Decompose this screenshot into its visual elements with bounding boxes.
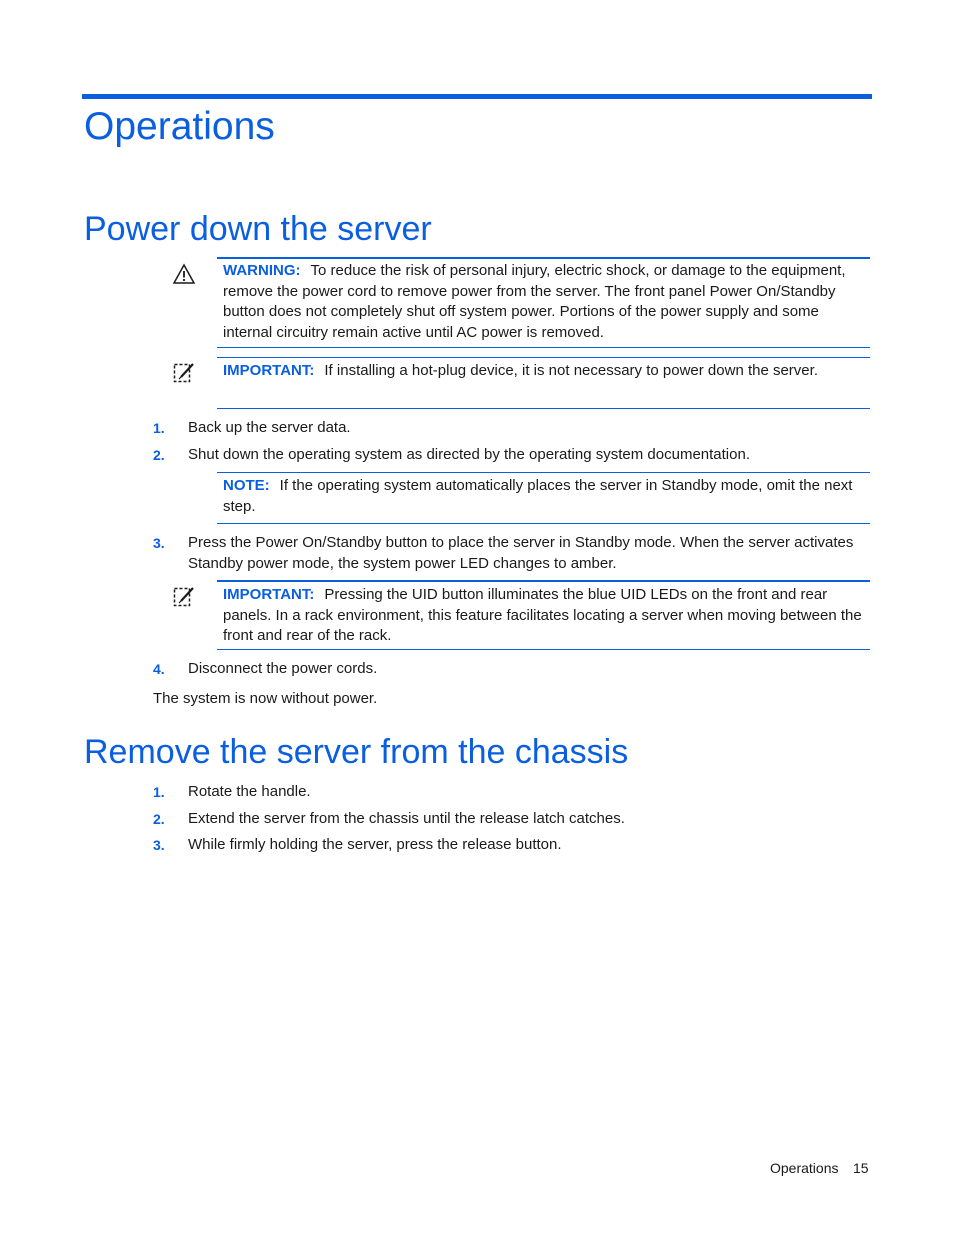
important-2-text: Pressing the UID button illuminates the blue UID LEDs on the front and rear panels. In a rack environment, this feature facilitates locating a server when moving between the front and rear of the rack.: [223, 586, 862, 645]
footer-section-name: Operations: [770, 1160, 839, 1176]
important-pencil-icon: [172, 585, 196, 609]
warning-callout: [223, 261, 871, 344]
important-1-callout: [223, 361, 871, 382]
warning-bottom-rule: [217, 347, 870, 348]
note-callout: [223, 476, 871, 517]
step-text: Disconnect the power cords.: [188, 660, 378, 677]
note-text: If the operating system automatically places the server in Standby mode, omit the next step.: [223, 477, 853, 515]
step-number: 1.: [153, 420, 165, 436]
step-text: Extend the server from the chassis until the release latch catches.: [188, 810, 625, 827]
step-number: 3.: [153, 837, 165, 853]
footer-page-number: 15: [853, 1160, 869, 1176]
important-1-top-rule: [217, 357, 870, 358]
chapter-top-rule: [82, 94, 872, 99]
important-1-label: IMPORTANT:: [223, 362, 315, 379]
section-title-remove-server: Remove the server from the chassis: [84, 733, 629, 771]
step-text: Shut down the operating system as directed by the operating system documentation.: [188, 446, 750, 463]
note-bottom-rule: [217, 523, 870, 524]
important-2-bottom-rule: [217, 649, 870, 650]
step-text: Back up the server data.: [188, 419, 351, 436]
important-2-label: IMPORTANT:: [223, 586, 315, 603]
chapter-title: Operations: [84, 105, 275, 148]
step-number: 3.: [153, 535, 165, 551]
important-pencil-icon: [172, 361, 196, 385]
step-number: 2.: [153, 447, 165, 463]
step-text: While firmly holding the server, press the release button.: [188, 836, 562, 853]
warning-text: To reduce the risk of personal injury, electric shock, or damage to the equipment, remove the power cord to remove power from the server. The front panel Power On/Standby button does not completely shut off system power. Portions of the power supply and some internal circuitry remain active until AC power is removed.: [223, 262, 846, 342]
step-number: 2.: [153, 811, 165, 827]
step-text: Press the Power On/Standby button to place the server in Standby mode. When the server activates Standby power mode, the system power LED changes to amber.: [188, 534, 854, 572]
warning-top-rule: [217, 257, 870, 259]
warning-triangle-icon: [172, 262, 196, 286]
step-number: 1.: [153, 784, 165, 800]
important-1-bottom-rule: [217, 408, 870, 409]
section-title-power-down: Power down the server: [84, 210, 432, 248]
step-text: Rotate the handle.: [188, 783, 311, 800]
conclusion-text: The system is now without power.: [153, 690, 378, 707]
important-2-top-rule: [217, 580, 870, 582]
warning-label: WARNING:: [223, 262, 301, 279]
important-2-callout: [223, 585, 871, 647]
note-label: NOTE:: [223, 477, 270, 494]
step-number: 4.: [153, 661, 165, 677]
note-top-rule: [217, 472, 870, 473]
important-1-text: If installing a hot-plug device, it is not necessary to power down the server.: [324, 362, 818, 379]
